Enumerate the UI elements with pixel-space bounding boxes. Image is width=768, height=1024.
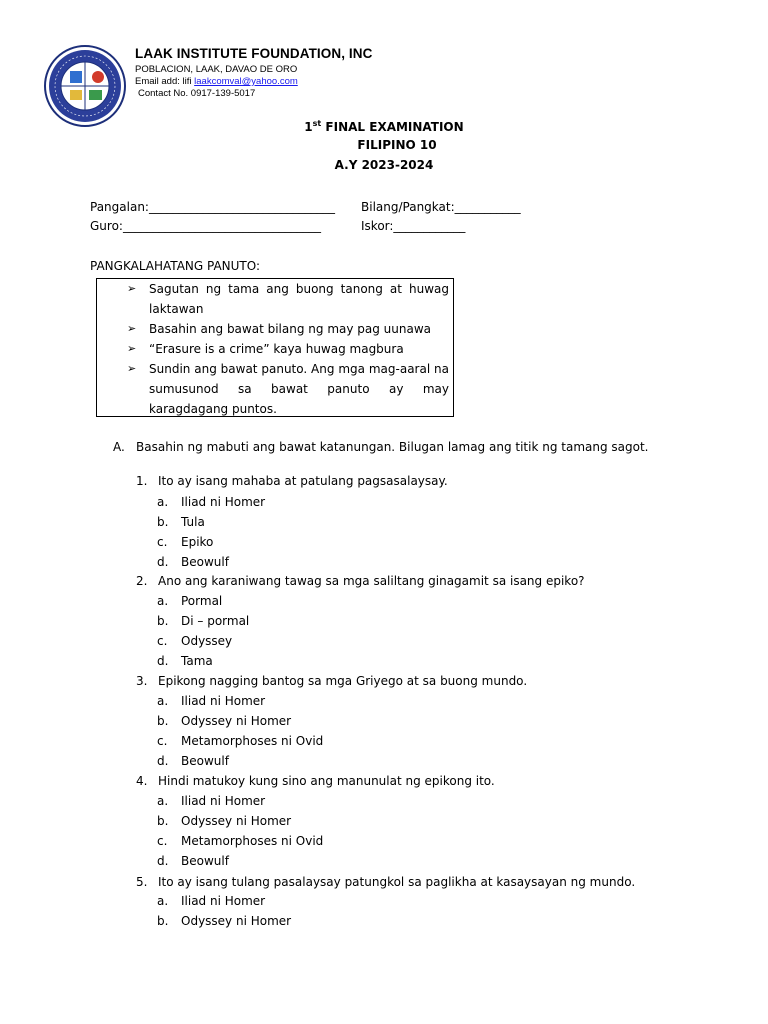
option-letter: a. bbox=[157, 495, 169, 509]
option-letter: d. bbox=[157, 555, 169, 569]
option-text: Di – pormal bbox=[181, 614, 250, 628]
teacher-field[interactable]: Guro:_________________________________ bbox=[90, 219, 321, 233]
option-text: Metamorphoses ni Ovid bbox=[181, 734, 324, 748]
option[interactable] bbox=[157, 714, 292, 728]
option-letter: b. bbox=[157, 814, 169, 828]
option-text: Iliad ni Homer bbox=[181, 794, 266, 808]
question-text: Hindi matukoy kung sino ang manunulat ng epikong ito. bbox=[158, 774, 495, 788]
score-field[interactable]: Iskor:____________ bbox=[361, 219, 466, 233]
question-number: 1. bbox=[136, 474, 148, 488]
exam-title-text: FINAL EXAMINATION bbox=[321, 120, 464, 134]
option-text: Iliad ni Homer bbox=[181, 694, 266, 708]
question-3 bbox=[136, 674, 528, 688]
option-text: Tula bbox=[181, 515, 205, 529]
question-number: 5. bbox=[136, 875, 148, 889]
option-letter: c. bbox=[157, 634, 168, 648]
school-seal-logo bbox=[44, 45, 126, 127]
option-letter: c. bbox=[157, 734, 168, 748]
question-1 bbox=[136, 474, 448, 488]
option-text: Epiko bbox=[181, 535, 214, 549]
exam-subject: FILIPINO 10 bbox=[357, 138, 437, 152]
option-letter: c. bbox=[157, 834, 168, 848]
ordinal-number: 1 bbox=[304, 120, 313, 134]
email-link[interactable]: laakcomval@yahoo.com bbox=[194, 76, 298, 87]
option[interactable] bbox=[157, 834, 324, 848]
arrow-bullet-icon: ➢ bbox=[127, 322, 137, 335]
option-letter: b. bbox=[157, 914, 169, 928]
option[interactable] bbox=[157, 515, 205, 529]
option[interactable] bbox=[157, 814, 292, 828]
option-text: Odyssey bbox=[181, 634, 233, 648]
option-text: Odyssey ni Homer bbox=[181, 814, 292, 828]
instruction-item: Basahin ang bawat bilang ng may pag uunawa bbox=[149, 322, 432, 336]
option[interactable] bbox=[157, 854, 229, 868]
name-field[interactable]: Pangalan:_______________________________ bbox=[90, 200, 335, 214]
option[interactable] bbox=[157, 894, 266, 908]
question-number: 2. bbox=[136, 574, 148, 588]
option-letter: a. bbox=[157, 594, 169, 608]
option-letter: d. bbox=[157, 854, 169, 868]
school-name: LAAK INSTITUTE FOUNDATION, INC bbox=[135, 46, 373, 61]
school-email-line bbox=[135, 76, 298, 87]
option-text: Odyssey ni Homer bbox=[181, 714, 292, 728]
option[interactable] bbox=[157, 794, 266, 808]
option-letter: b. bbox=[157, 714, 169, 728]
option-letter: a. bbox=[157, 694, 169, 708]
option[interactable] bbox=[157, 914, 292, 928]
option-letter: c. bbox=[157, 535, 168, 549]
option[interactable] bbox=[157, 734, 324, 748]
question-number: 4. bbox=[136, 774, 148, 788]
arrow-bullet-icon: ➢ bbox=[127, 342, 137, 355]
exam-title bbox=[0, 119, 768, 134]
arrow-bullet-icon: ➢ bbox=[127, 282, 137, 295]
question-number: 3. bbox=[136, 674, 148, 688]
option-text: Odyssey ni Homer bbox=[181, 914, 292, 928]
option[interactable] bbox=[157, 495, 266, 509]
option[interactable] bbox=[157, 614, 250, 628]
option-text: Pormal bbox=[181, 594, 223, 608]
question-text: Epikong nagging bantog sa mga Griyego at sa buong mundo. bbox=[158, 674, 528, 688]
school-address: POBLACION, LAAK, DAVAO DE ORO bbox=[135, 64, 298, 75]
option-letter: d. bbox=[157, 654, 169, 668]
instruction-item: Sundin ang bawat panuto. Ang mga mag-aaral na sumusunod sa bawat panuto ay may karagdagang puntos. bbox=[149, 362, 449, 416]
section-letter: A. bbox=[113, 440, 125, 454]
option-letter: b. bbox=[157, 515, 169, 529]
question-text: Ito ay isang mahaba at patulang pagsasalaysay. bbox=[158, 474, 448, 488]
option-text: Beowulf bbox=[181, 555, 229, 569]
option[interactable] bbox=[157, 555, 229, 569]
question-4 bbox=[136, 774, 495, 788]
section-field[interactable]: Bilang/Pangkat:___________ bbox=[361, 200, 521, 214]
school-contact: Contact No. 0917-139-5017 bbox=[138, 88, 256, 99]
instructions-box bbox=[96, 278, 454, 417]
option[interactable] bbox=[157, 594, 223, 608]
option-letter: a. bbox=[157, 894, 169, 908]
option[interactable] bbox=[157, 634, 233, 648]
question-2 bbox=[136, 574, 585, 588]
section-a-heading bbox=[113, 440, 649, 454]
option-text: Beowulf bbox=[181, 754, 229, 768]
exam-year: A.Y 2023-2024 bbox=[334, 158, 434, 172]
option[interactable] bbox=[157, 754, 229, 768]
option-text: Iliad ni Homer bbox=[181, 495, 266, 509]
email-label: Email add: lifi bbox=[135, 76, 195, 87]
option[interactable] bbox=[157, 535, 214, 549]
instruction-item: Sagutan ng tama ang buong tanong at huwag laktawan bbox=[149, 282, 449, 316]
instruction-item: “Erasure is a crime” kaya huwag magbura bbox=[149, 342, 404, 356]
question-5 bbox=[136, 875, 636, 889]
instructions-label: PANGKALAHATANG PANUTO: bbox=[90, 259, 261, 273]
option-text: Iliad ni Homer bbox=[181, 894, 266, 908]
section-instruction: Basahin ng mabuti ang bawat katanungan. Bilugan lamag ang titik ng tamang sagot. bbox=[136, 440, 649, 454]
option-letter: a. bbox=[157, 794, 169, 808]
option-text: Tama bbox=[181, 654, 213, 668]
option[interactable] bbox=[157, 694, 266, 708]
option[interactable] bbox=[157, 654, 213, 668]
arrow-bullet-icon: ➢ bbox=[127, 362, 137, 375]
question-text: Ito ay isang tulang pasalaysay patungkol sa paglikha at kasaysayan ng mundo. bbox=[158, 875, 636, 889]
ordinal-suffix: st bbox=[312, 119, 322, 128]
option-text: Metamorphoses ni Ovid bbox=[181, 834, 324, 848]
option-letter: b. bbox=[157, 614, 169, 628]
question-text: Ano ang karaniwang tawag sa mga saliltang ginagamit sa isang epiko? bbox=[158, 574, 585, 588]
option-letter: d. bbox=[157, 754, 169, 768]
option-text: Beowulf bbox=[181, 854, 229, 868]
